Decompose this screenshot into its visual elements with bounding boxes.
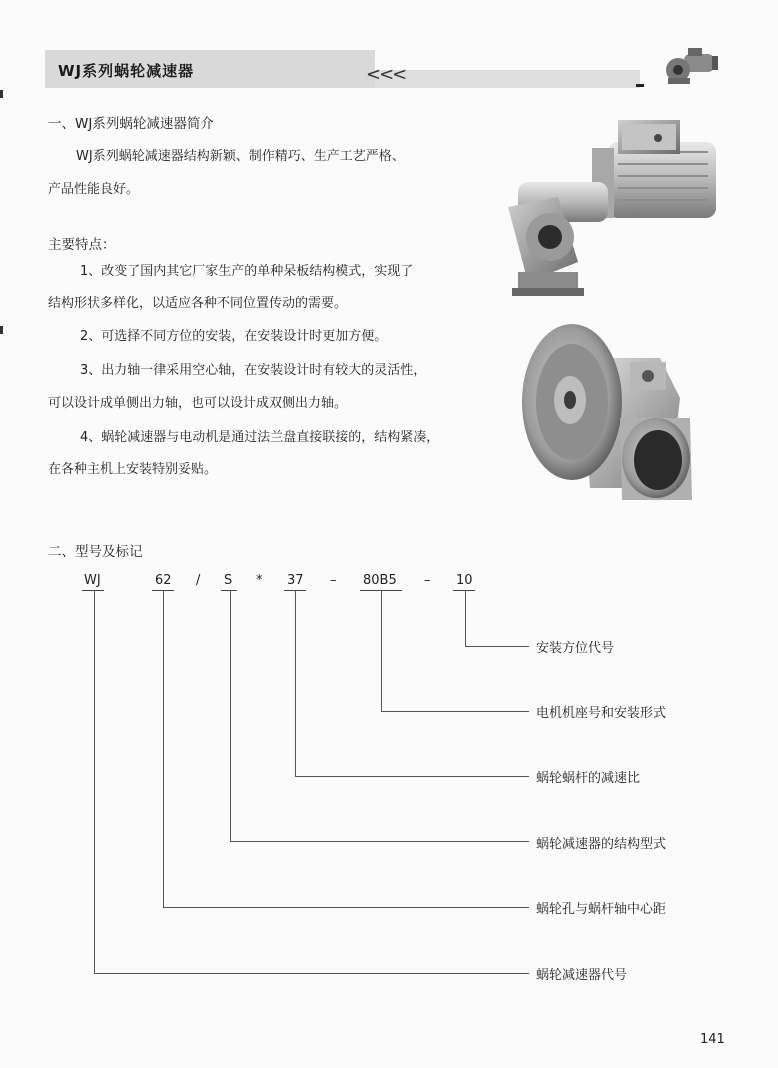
edge-mark [0,90,3,98]
code-wj: WJ [84,573,101,588]
feature-text: 4、蜗轮减速器与电动机是通过法兰盘直接联接的，结构紧凑， [80,430,440,445]
leader-line [465,590,466,646]
code-s: S [224,573,233,588]
code-slash: / [196,573,201,588]
code-star: * [256,573,263,588]
leader-line [94,590,95,973]
code-80b5: 80B5 [363,573,397,588]
feature-text: 可以设计成单侧出力轴，也可以设计成双侧出力轴。 [48,396,348,411]
page-title: WJ系列蜗轮减速器 [58,62,195,80]
chevron-left-icon: <<< [366,64,406,85]
section-heading: 二、型号及标记 [48,544,143,560]
label-install-position: 安装方位代号 [536,641,615,656]
label-structure-type: 蜗轮减速器的结构型式 [536,837,667,852]
intro-text: WJ系列蜗轮减速器结构新颖、制作精巧、生产工艺严格、 [76,149,405,164]
code-underline [453,590,475,591]
leader-line [94,973,529,974]
leader-line [381,590,382,711]
intro-text: 产品性能良好。 [48,182,140,197]
code-underline [221,590,237,591]
label-motor-frame: 电机机座号和安装形式 [536,706,667,721]
code-dash: – [424,573,431,588]
code-dash: – [330,573,337,588]
feature-text: 1、改变了国内其它厂家生产的单种呆板结构模式，实现了 [80,264,414,279]
features-heading: 主要特点： [48,237,116,253]
code-10: 10 [456,573,473,588]
leader-line [381,711,529,712]
leader-line [295,776,529,777]
leader-line [465,646,529,647]
leader-line [163,907,529,908]
feature-text: 2、可选择不同方位的安装，在安装设计时更加方便。 [80,329,388,344]
leader-line [230,590,231,841]
leader-line [295,590,296,776]
leader-line [230,841,529,842]
product-photo-flange-reducer [520,318,700,508]
reducer-thumbnail-icon [662,44,722,88]
page-number: 141 [700,1032,725,1047]
product-photo-motor-reducer [498,112,728,302]
label-ratio: 蜗轮蜗杆的减速比 [536,771,641,786]
label-reducer-code: 蜗轮减速器代号 [536,968,628,983]
code-37: 37 [287,573,304,588]
header-tail-mark [636,84,644,87]
section-heading: 一、WJ系列蜗轮减速器简介 [48,116,214,132]
label-center-distance: 蜗轮孔与蜗杆轴中心距 [536,902,667,917]
feature-text: 在各种主机上安装特别妥贴。 [48,462,218,477]
feature-text: 3、出力轴一律采用空心轴，在安装设计时有较大的灵活性， [80,363,427,378]
edge-mark [0,326,3,334]
feature-text: 结构形状多样化，以适应各种不同位置传动的需要。 [48,296,348,311]
code-underline [82,590,104,591]
code-62: 62 [155,573,172,588]
leader-line [163,590,164,907]
